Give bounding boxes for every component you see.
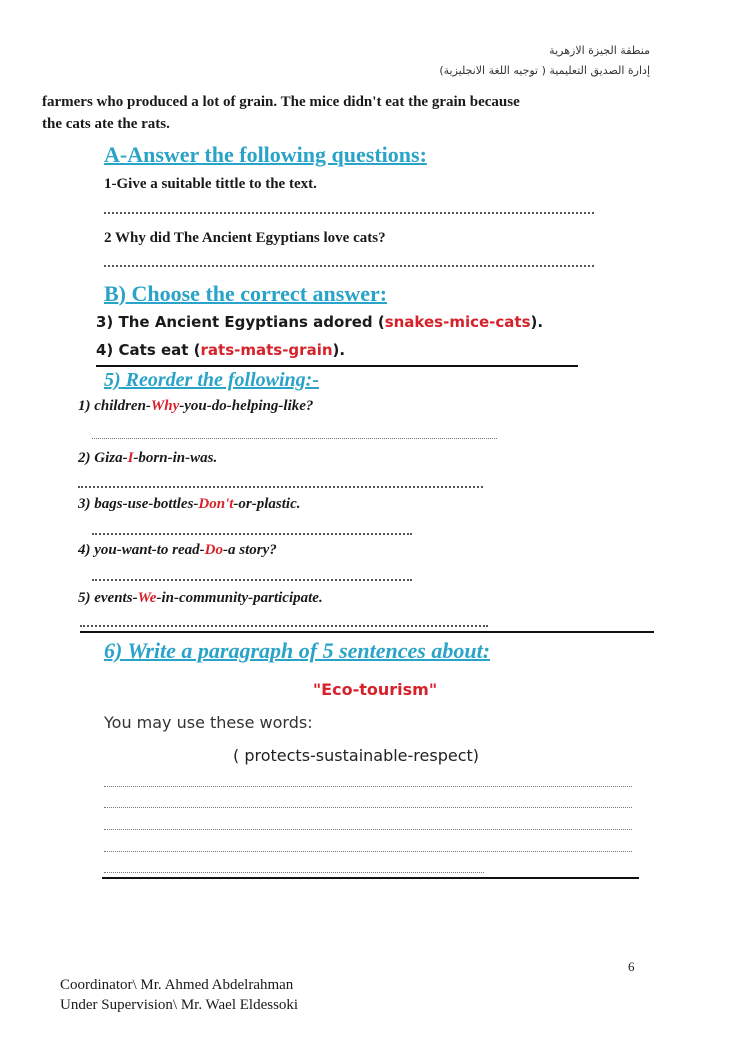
reorder-item-4-pre: 4) you-want-to read- [78,542,205,558]
reorder-answer-5[interactable] [80,625,488,627]
divider-3 [102,877,639,879]
header-arabic-line1: منطقة الجيزة الازهرية [549,44,650,57]
reorder-item-5-post: -in-community-participate. [156,590,323,606]
section-5-title: 5) Reorder the following:- [104,369,319,391]
reorder-item-1-red: Why [150,398,180,414]
essay-line-5[interactable] [104,872,484,873]
footer-supervision: Under Supervision\ Mr. Wael Eldessoki [60,997,299,1013]
essay-line-4[interactable] [104,851,632,852]
reorder-item-1-post: -you-do-helping-like? [179,398,314,414]
passage-line-1: farmers who produced a lot of grain. The mice didn't eat the grain because [42,94,520,110]
reorder-item-5-red: We [137,590,157,606]
question-4-text: 4) Cats eat ( [96,341,201,359]
essay-line-1[interactable] [104,786,632,787]
reorder-answer-3[interactable] [92,533,412,535]
essay-line-2[interactable] [104,807,632,808]
reorder-item-5 [78,590,323,607]
reorder-item-4 [78,542,277,559]
divider-1 [96,365,578,367]
reorder-item-4-post: -a story? [223,542,277,558]
header-arabic-line2: إدارة الصديق التعليمية ( توجيه اللغة الانجليزية) [439,64,650,77]
question-3-text: 3) The Ancient Egyptians adored ( [96,313,385,331]
essay-topic: "Eco-tourism" [312,680,438,699]
question-3-end: ). [530,313,544,331]
reorder-item-4-red: Do [204,542,224,558]
reorder-answer-2[interactable] [78,486,483,488]
reorder-item-5-pre: 5) events- [78,590,138,606]
footer-coordinator: Coordinator\ Mr. Ahmed Abdelrahman [60,977,294,993]
reorder-item-3-pre: 3) bags-use-bottles- [78,496,199,512]
reorder-item-2-pre: 2) Giza- [78,450,128,466]
question-1: 1-Give a suitable tittle to the text. [104,176,317,192]
reorder-answer-4[interactable] [92,579,412,581]
reorder-item-3 [78,496,301,513]
section-b-title: B) Choose the correct answer: [104,281,388,306]
answer-line-2[interactable] [104,265,594,267]
divider-2 [80,631,654,633]
passage-line-2: the cats ate the rats. [42,116,170,132]
page-number: 6 [628,959,635,974]
reorder-item-2-red: I [127,450,134,466]
essay-words: ( protects-sustainable-respect) [233,746,480,765]
reorder-item-1 [78,398,313,415]
reorder-item-1-pre: 1) children- [78,398,151,414]
question-4-end: ). [332,341,346,359]
question-3-options[interactable]: snakes-mice-cats [384,313,531,331]
question-2: 2 Why did The Ancient Egyptians love cats? [104,230,386,246]
reorder-answer-1[interactable] [92,438,497,439]
reorder-item-2-post: -born-in-was. [133,450,218,466]
question-4-options[interactable]: rats-mats-grain [200,341,333,359]
reorder-item-2 [78,450,217,467]
question-4 [96,341,345,359]
section-6-title: 6) Write a paragraph of 5 sentences about: [104,638,491,663]
answer-line-1[interactable] [104,212,594,214]
essay-hint: You may use these words: [104,713,313,732]
reorder-item-3-post: -or-plastic. [233,496,301,512]
essay-line-3[interactable] [104,829,632,830]
section-a-title: A-Answer the following questions: [104,142,427,167]
reorder-item-3-red: Don't [198,496,234,512]
question-3 [96,313,543,331]
